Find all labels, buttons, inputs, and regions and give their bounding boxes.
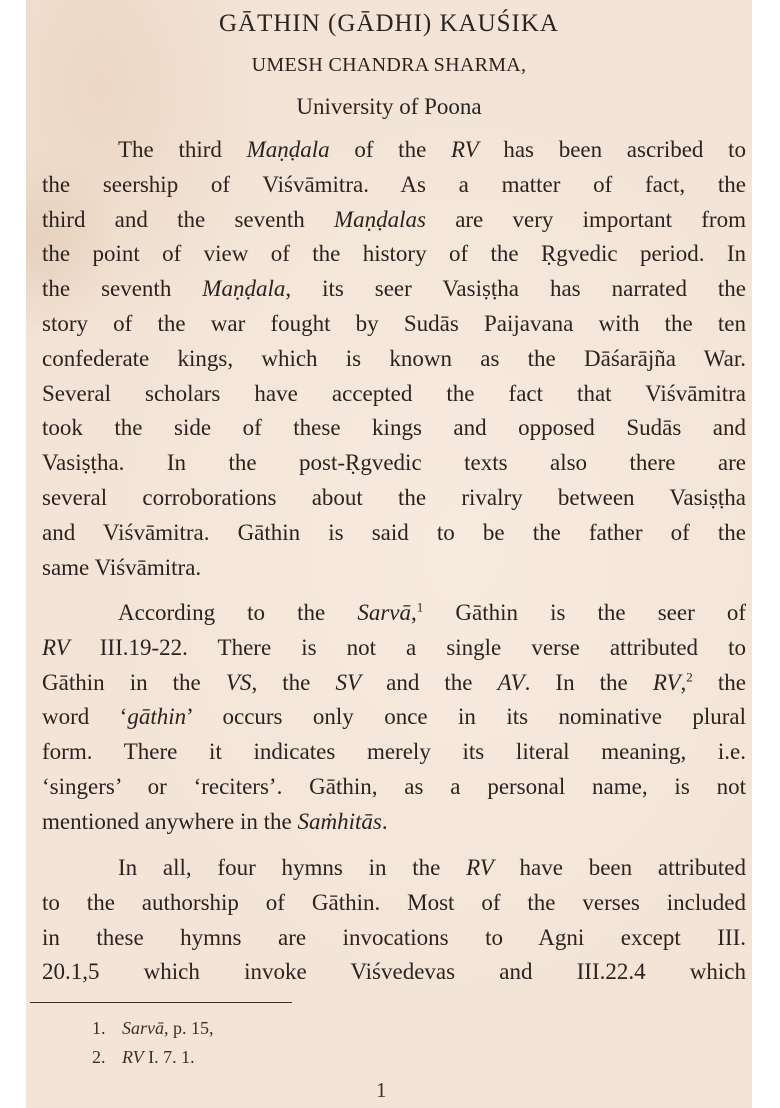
text-line: the seventh Maṇḍala, its seer Vasiṣṭha has narrated the <box>42 276 747 302</box>
text-line: word ‘gāthin’ occurs only once in its nominative plural <box>42 704 746 730</box>
footnote-marker[interactable]: 1 <box>416 599 424 615</box>
footnote-number: 2. <box>92 1047 106 1067</box>
italic-term: RV <box>42 634 70 660</box>
text-line: RV III.19-22. There is not a single verse attributed to <box>42 634 746 660</box>
paragraph-1 <box>42 133 746 585</box>
text-line: the point of view of the history of the Ṛgvedic period. In <box>42 241 746 267</box>
text-line: In all, four hymns in the RV have been attributed <box>118 855 746 880</box>
text-line: to the authorship of Gāthin. Most of the verses included <box>42 889 746 915</box>
text-line: Vasiṣṭha. In the post-Ṛgvedic texts also there are <box>42 450 746 476</box>
italic-term: RV <box>652 669 681 695</box>
italic-term: RV <box>122 1047 144 1067</box>
footnote-divider <box>30 1002 292 1003</box>
italic-term: gāthin <box>127 704 187 730</box>
italic-term: Maṇḍalas <box>333 206 426 232</box>
page-number: 1 <box>376 1078 387 1102</box>
text-line: in these hymns are invocations to Agni except III. <box>42 924 746 950</box>
text-line: Several scholars have accepted the fact that Viśvāmitra <box>42 380 746 406</box>
article-title: GĀTHIN (GĀDHI) KAUŚIKA <box>218 10 559 37</box>
italic-term: Maṇḍala <box>202 276 286 302</box>
italic-term: VS <box>225 669 252 695</box>
text-line: same Viśvāmitra. <box>42 554 202 580</box>
text-line: third and the seventh Maṇḍalas are very important from <box>42 206 746 232</box>
footnote-text: Sarvā, p. 15, <box>122 1018 214 1038</box>
author-affiliation: University of Poona <box>296 94 482 119</box>
text-line: took the side of these kings and opposed Sudās and <box>42 415 746 441</box>
text-line: The third Maṇḍala of the RV has been ascribed to <box>118 137 746 162</box>
italic-term: AV <box>497 669 525 695</box>
italic-term: Sarvā <box>357 600 412 625</box>
text-line: confederate kings, which is known as the Dāśarājña War. <box>42 345 746 371</box>
paragraph-2 <box>42 596 746 840</box>
text-line: and Viśvāmitra. Gāthin is said to be the father of the <box>42 519 746 545</box>
italic-term: Sarvā <box>122 1018 164 1038</box>
text-line: Gāthin in the VS, the SV and the AV. In the RV,$^2$ the <box>42 668 746 695</box>
italic-term: SV <box>335 669 362 695</box>
text-line: the seership of Viśvāmitra. As a matter of fact, the <box>42 171 746 197</box>
paragraph-3 <box>42 851 746 990</box>
text-line: 20.1,5 which invoke Viśvedevas and III.22.4 which <box>42 959 746 985</box>
footnote-marker[interactable]: 2 <box>686 668 693 684</box>
footnote-number: 1. <box>92 1018 106 1038</box>
text-line: According to the Sarvā,$^1$ Gāthin is the seer of <box>118 599 746 625</box>
italic-term: RV <box>450 137 479 162</box>
text-line: ‘singers’ or ‘reciters’. Gāthin, as a personal name, is not <box>42 773 746 799</box>
text-line: story of the war fought by Sudās Paijavana with the ten <box>42 310 746 336</box>
footnotes <box>92 1014 214 1072</box>
italic-term: Saṁhitās <box>297 808 382 834</box>
footnote-1 <box>92 1014 214 1043</box>
footnote-2 <box>92 1043 214 1072</box>
italic-term: Maṇḍala <box>246 137 330 162</box>
italic-term: RV <box>466 855 494 880</box>
book-page <box>26 0 752 1108</box>
author-name: UMESH CHANDRA SHARMA, <box>251 54 527 76</box>
text-line: several corroborations about the rivalry between Vasiṣṭha <box>42 484 746 510</box>
text-line: form. There it indicates merely its literal meaning, i.e. <box>42 739 746 765</box>
footnote-text: RV I. 7. 1. <box>122 1047 195 1067</box>
text-line: mentioned anywhere in the Saṁhitās. <box>42 808 388 834</box>
